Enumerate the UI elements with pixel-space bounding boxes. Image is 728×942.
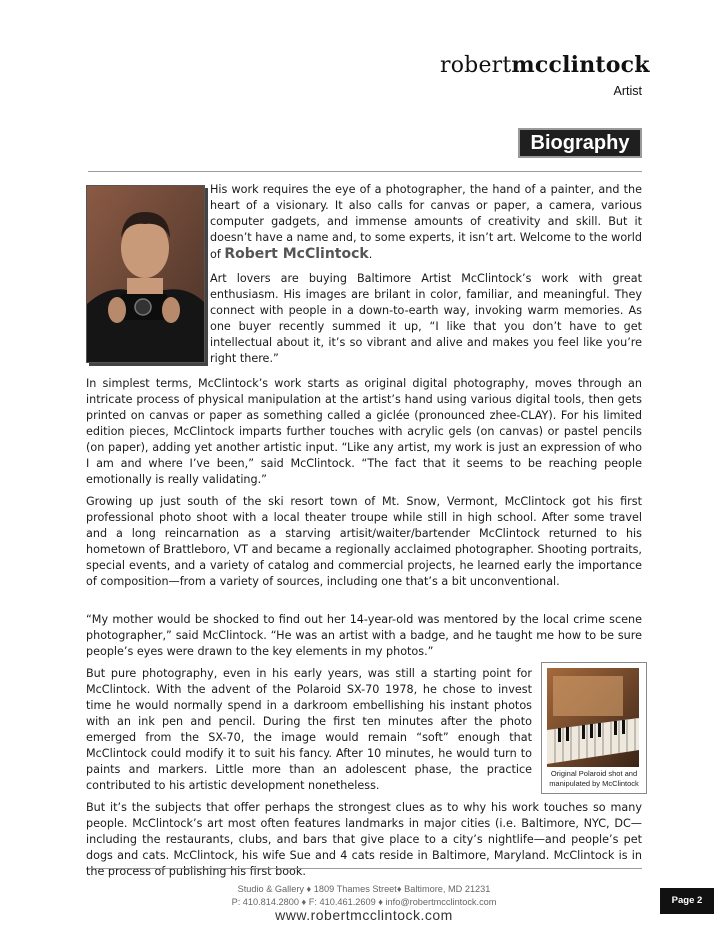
brand-first-name: robert <box>440 53 512 78</box>
figure-caption-line-1: Original Polaroid shot and <box>550 769 638 778</box>
header-divider <box>88 171 642 172</box>
brand-wordmark <box>440 52 650 78</box>
piano-illustration <box>547 668 639 767</box>
intro-text-block <box>210 182 642 375</box>
footer-address: Studio & Gallery ♦ 1809 Thames Street♦ Baltimore, MD 21231 <box>237 884 491 894</box>
intro-paragraph-1-text: His work requires the eye of a photographer, the hand of a painter, and the heart of a visionary. It also calls for canvas or paper, a camera, various computer gadgets, and immense amounts of creativity and skill. But it doesn’t have a name and, to some experts, it isn’t art. Welcome to the world of <box>210 183 642 261</box>
polaroid-figure <box>541 662 647 794</box>
portrait-illustration <box>87 186 204 362</box>
piano-photo <box>547 668 639 767</box>
artist-portrait-photo <box>86 185 205 363</box>
intro-paragraph-1 <box>210 182 642 263</box>
artist-name-highlight: Robert McClintock <box>224 246 369 262</box>
footer-contact: P: 410.814.2800 ♦ F: 410.461.2609 ♦ info@robertmcclintock.com <box>231 897 497 907</box>
intro-paragraph-2: Art lovers are buying Baltimore Artist McClintock’s work with great enthusiasm. His images are brilant in color, familiar, and meaningful. They connect with people in a down-to-earth way, invoking warm memories. As one buyer recently summed it up, “I like that you don’t have to get intellectual about it, it’s so vibrant and alive and makes you feel like you’re right there.” <box>210 272 642 365</box>
figure-caption-line-2: manipulated by McClintock <box>549 779 639 788</box>
section-title-box <box>518 128 642 158</box>
body-paragraph-digital-process: In simplest terms, McClintock’s work starts as original digital photography, moves through an intricate process of physical manipulation at the artist’s hand using various digital tools, then gets printed on canvas or paper as something called a giclée (pronounced zhee-CLAY). For his limited edition pieces, McClintock imparts further touches with acrylic gels (on canvas) or pastel pencils (on paper), adding yet another artistic input. “Like any artist, my work is just an expression of who I am and where I’ve been,” said McClintock. “The fact that it seems to be reaching people emotionally is really validating.” <box>86 377 642 486</box>
body-paragraph-mentor-quote: “My mother would be shocked to find out her 14-year-old was mentored by the local crime scene photographer,” said McClintock. “He was an artist with a badge, and he taught me how to be sure people’s eyes were drawn to the key elements in my photos.” <box>86 613 642 658</box>
intro-paragraph-1-end: . <box>368 248 373 261</box>
page-number-badge: Page 2 <box>660 888 714 914</box>
section-title: Biography <box>530 132 630 154</box>
footer-divider <box>88 868 642 869</box>
body-paragraph-subjects: But it’s the subjects that offer perhaps the strongest clues as to why his work touches so many people. McClintock’s art most often features landmarks in major cities (i.e. Baltimore, NYC, DC—including the restaurants, clubs, and bars that give place to a city’s nightlife—and people’s pet dogs and cats. McClintock, his wife Sue and 4 cats reside in Baltimore, Maryland. McClintock is in the process of publishing his first book. <box>86 801 642 878</box>
body-paragraph-polaroid: But pure photography, even in his early years, was still a starting point for McClintock. With the advent of the Polaroid SX-70 1978, he chose to invest time he would normally spend in a darkroom embellishing his instant photos with an ink pen and pencil. During the first ten minutes after the photo emerged from the SX-70, the image would remain “soft” enough that McClintock could modify it to suit his fancy. After 10 minutes, he would turn to paints and markers. Little more than an adolescent phase, the practice contributed to his artistic development nonetheless. <box>86 667 532 792</box>
footer-website-link[interactable]: www.robertmcclintock.com <box>275 907 453 923</box>
figure-caption <box>544 769 644 789</box>
role-label: Artist <box>613 84 642 98</box>
body-paragraph-early-career: Growing up just south of the ski resort town of Mt. Snow, Vermont, McClintock got his first professional photo shoot with a local theater troupe while still in high school. After some travel and a long reincarnation as a starving artisit/waiter/bartender McClintock returned to his hometown of Brattleboro, VT and became a regionally acclaimed photographer. Shooting portraits, special events, and a variety of catalog and commercial projects, he learned early the importance of composition—from a variety of sources, including one that’s a bit unconventional. <box>86 495 642 588</box>
brand-last-name: mcclintock <box>511 52 650 78</box>
